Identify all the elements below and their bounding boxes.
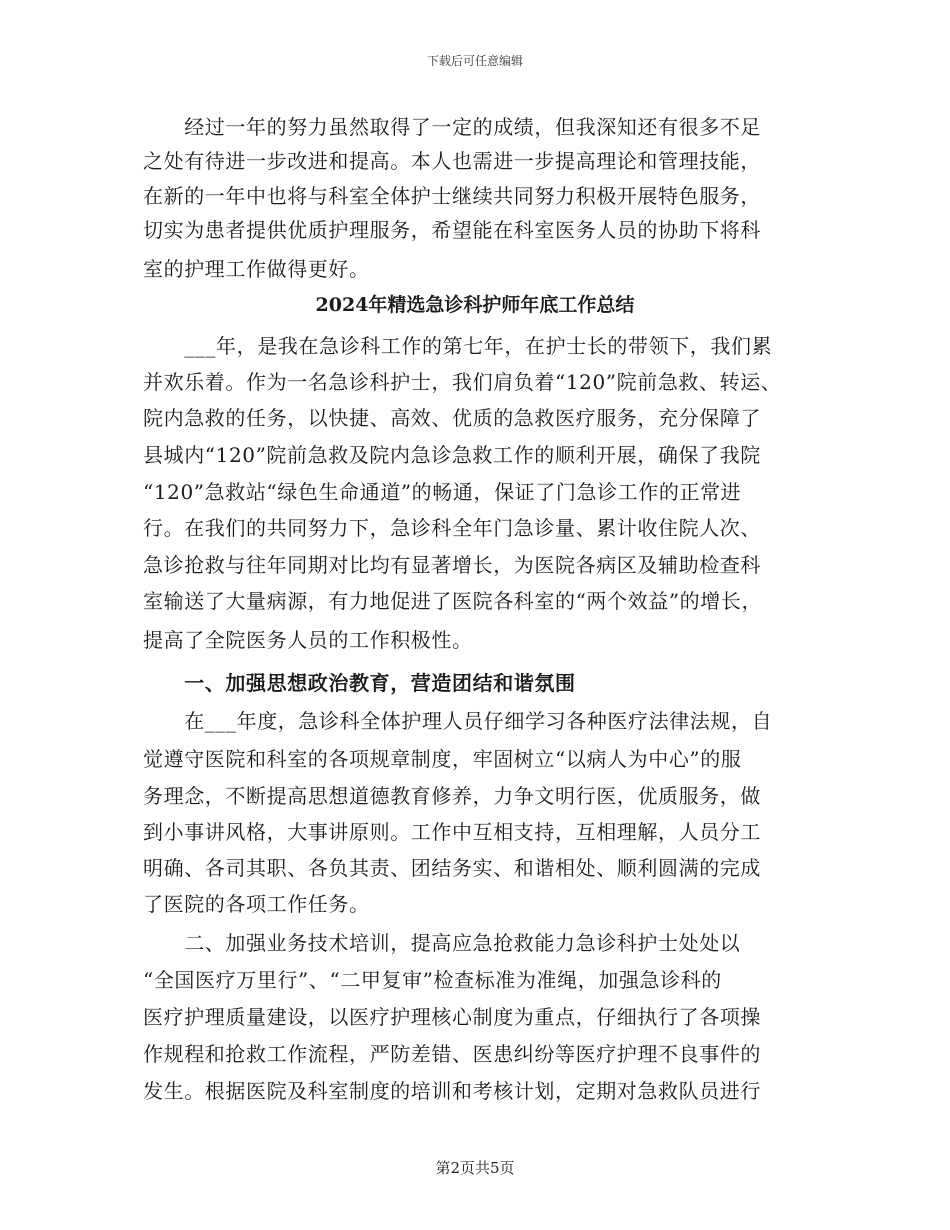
page-header: 下载后可任意编辑 <box>426 54 523 68</box>
paragraph-line: “120”急救站“绿色生命通道”的畅通，保证了门急诊工作的正常进 <box>143 480 742 504</box>
paragraph-line: 务理念，不断提高思想道德教育修养，力争文明行医，优质服务，做 <box>143 784 761 808</box>
paragraph-line: 觉遵守医院和科室的各项规章制度，牢固树立“以病人为中心”的服 <box>143 747 742 771</box>
paragraph-line: 发生。根据医院及科室制度的培训和考核计划，定期对急救队员进行 <box>143 1079 761 1103</box>
paragraph-line: ___年，是我在急诊科工作的第七年，在护士长的带领下，我们累 <box>143 334 773 358</box>
document-title: 2024年精选急诊科护师年底工作总结 <box>315 294 635 316</box>
paragraph-line: 室的护理工作做得更好。 <box>143 257 370 281</box>
paragraph-line: 之处有待进一步改进和提高。本人也需进一步提高理论和管理技能， <box>143 149 761 173</box>
paragraph-line: 在新的一年中也将与科室全体护士继续共同努力积极开展特色服务， <box>143 184 761 208</box>
paragraph-line: 提高了全院医务人员的工作积极性。 <box>143 628 473 652</box>
paragraph-line: 在___年度，急诊科全体护理人员仔细学习各种医疗法律法规，自 <box>143 709 773 733</box>
page-footer: 第2页共5页 <box>435 1159 515 1177</box>
paragraph-line: 医疗护理质量建设，以医疗护理核心制度为重点，仔细执行了各项操 <box>143 1005 761 1029</box>
paragraph-line: 室输送了大量病源，有力地促进了医院各科室的“两个效益”的增长， <box>143 589 763 613</box>
paragraph-line: 院内急救的任务，以快捷、高效、优质的急救医疗服务，充分保障了 <box>143 406 761 430</box>
paragraph-line: 急诊抢救与往年同期对比均有显著增长，为医院各病区及辅助检查科 <box>143 553 761 577</box>
paragraph-line: 并欢乐着。作为一名急诊科护士，我们肩负着“120”院前急救、转运、 <box>143 370 782 394</box>
section-heading: 一、加强思想政治教育，营造团结和谐氛围 <box>143 671 576 695</box>
paragraph-line: 经过一年的努力虽然取得了一定的成绩，但我深知还有很多不足 <box>143 115 761 139</box>
paragraph-line: 作规程和抢救工作流程，严防差错、医患纠纷等医疗护理不良事件的 <box>143 1042 761 1066</box>
paragraph-line: 切实为患者提供优质护理服务，希望能在科室医务人员的协助下将科 <box>143 218 761 242</box>
paragraph-line: 明确、各司其职、各负其责、团结务实、和谐相处、顺利圆满的完成 <box>143 856 761 880</box>
section-heading-line: 二、加强业务技术培训，提高应急抢救能力急诊科护士处处以 <box>143 931 741 955</box>
paragraph-line: 行。在我们的共同努力下，急诊科全年门急诊量、累计收住院人次、 <box>143 516 761 540</box>
paragraph-line: 了医院的各项工作任务。 <box>143 892 370 916</box>
paragraph-line: “全国医疗万里行”、“二甲复审”检查标准为准绳，加强急诊科的 <box>143 968 722 992</box>
paragraph-line: 到小事讲风格，大事讲原则。工作中互相支持，互相理解，人员分工 <box>143 820 761 844</box>
paragraph-line: 县城内“120”院前急救及院内急诊急救工作的顺利开展，确保了我院 <box>143 443 761 467</box>
